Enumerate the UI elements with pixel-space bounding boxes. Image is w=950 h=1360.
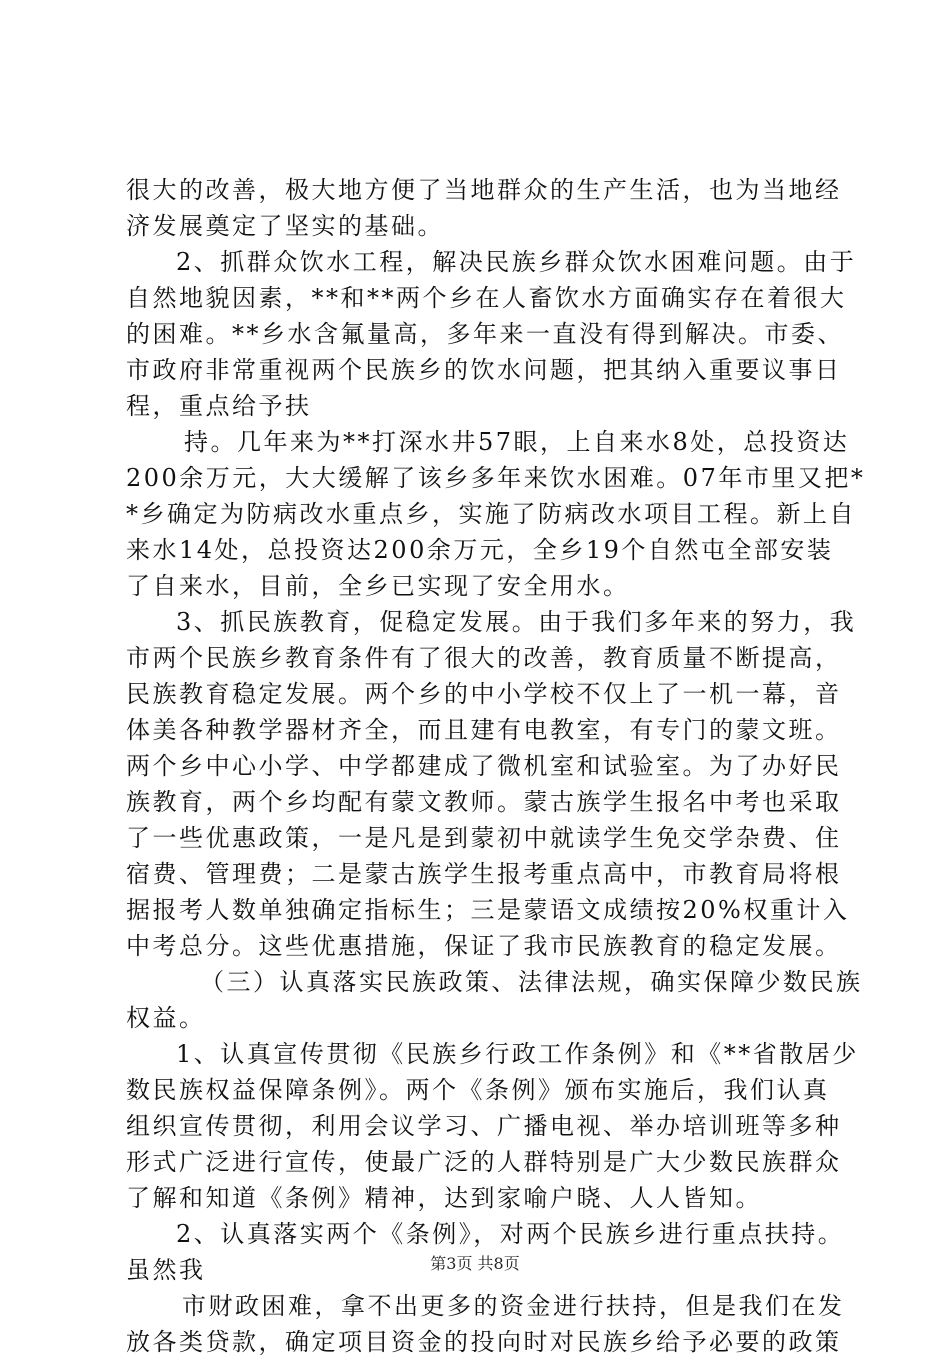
text-line: 1、认真宣传贯彻《民族乡行政工作条例》和《**省散居少 [176,1040,859,1068]
text-line: 自然地貌因素，**和**两个乡在人畜饮水方面确实存在着很大 [126,284,847,312]
text-line: 持。几年来为**打深水井57眼，上自来水8处，总投资达 [184,428,850,456]
text-line: 中考总分。这些优惠措施，保证了我市民族教育的稳定发展。 [126,932,842,960]
text-line: 很大的改善，极大地方便了当地群众的生产生活，也为当地经 [126,176,842,204]
text-line: 市政府非常重视两个民族乡的饮水问题，把其纳入重要议事日 [126,356,842,384]
text-line: 组织宣传贯彻，利用会议学习、广播电视、举办培训班等多种 [126,1112,842,1140]
text-line: 虽然我 [126,1256,206,1284]
text-line: 市财政困难，拿不出更多的资金进行扶持，但是我们在发 [182,1292,845,1320]
text-line: 2、抓群众饮水工程，解决民族乡群众饮水困难问题。由于 [176,248,857,276]
text-line: 200余万元，大大缓解了该乡多年来饮水困难。07年市里又把* [126,464,866,492]
text-line: 放各类贷款，确定项目资金的投向时对民族乡给予必要的政策 [126,1328,842,1356]
text-line: 程，重点给予扶 [126,392,312,420]
text-line: 了解和知道《条例》精神，达到家喻户晓、人人皆知。 [126,1184,762,1212]
text-line: 据报考人数单独确定指标生；三是蒙语文成绩按20%权重计入 [126,896,850,924]
text-line: *乡确定为防病改水重点乡，实施了防病改水项目工程。新上自 [126,500,856,528]
section-heading-line: 权益。 [126,1004,206,1032]
text-line: 体美各种教学器材齐全，而且建有电教室，有专门的蒙文班。 [126,716,842,744]
text-line: 宿费、管理费；二是蒙古族学生报考重点高中，市教育局将根 [126,860,842,888]
text-line: 3、抓民族教育，促稳定发展。由于我们多年来的努力，我 [176,608,857,636]
text-line: 市两个民族乡教育条件有了很大的改善，教育质量不断提高， [126,644,842,672]
text-line: 形式广泛进行宣传，使最广泛的人群特别是广大少数民族群众 [126,1148,842,1176]
text-line: 的困难。**乡水含氟量高，多年来一直没有得到解决。市委、 [126,320,844,348]
text-line: 民族教育稳定发展。两个乡的中小学校不仅上了一机一幕，音 [126,680,842,708]
text-line: 两个乡中心小学、中学都建成了微机室和试验室。为了办好民 [126,752,842,780]
text-line: 了自来水，目前，全乡已实现了安全用水。 [126,572,630,600]
text-line: 济发展奠定了坚实的基础。 [126,212,444,240]
text-line: 族教育，两个乡均配有蒙文教师。蒙古族学生报名中考也采取 [126,788,842,816]
text-line: 2、认真落实两个《条例》，对两个民族乡进行重点扶持。 [176,1220,845,1248]
section-heading-line: （三）认真落实民族政策、法律法规，确实保障少数民族 [200,968,863,996]
text-line: 来水14处，总投资达200余万元，全乡19个自然屯全部安装 [126,536,834,564]
text-line: 了一些优惠政策，一是凡是到蒙初中就读学生免交学杂费、住 [126,824,842,852]
page-number-footer: 第3页 共8页 [430,1254,520,1273]
document-body [126,172,866,1360]
text-line: 数民族权益保障条例》。两个《条例》颁布实施后，我们认真 [126,1076,830,1104]
